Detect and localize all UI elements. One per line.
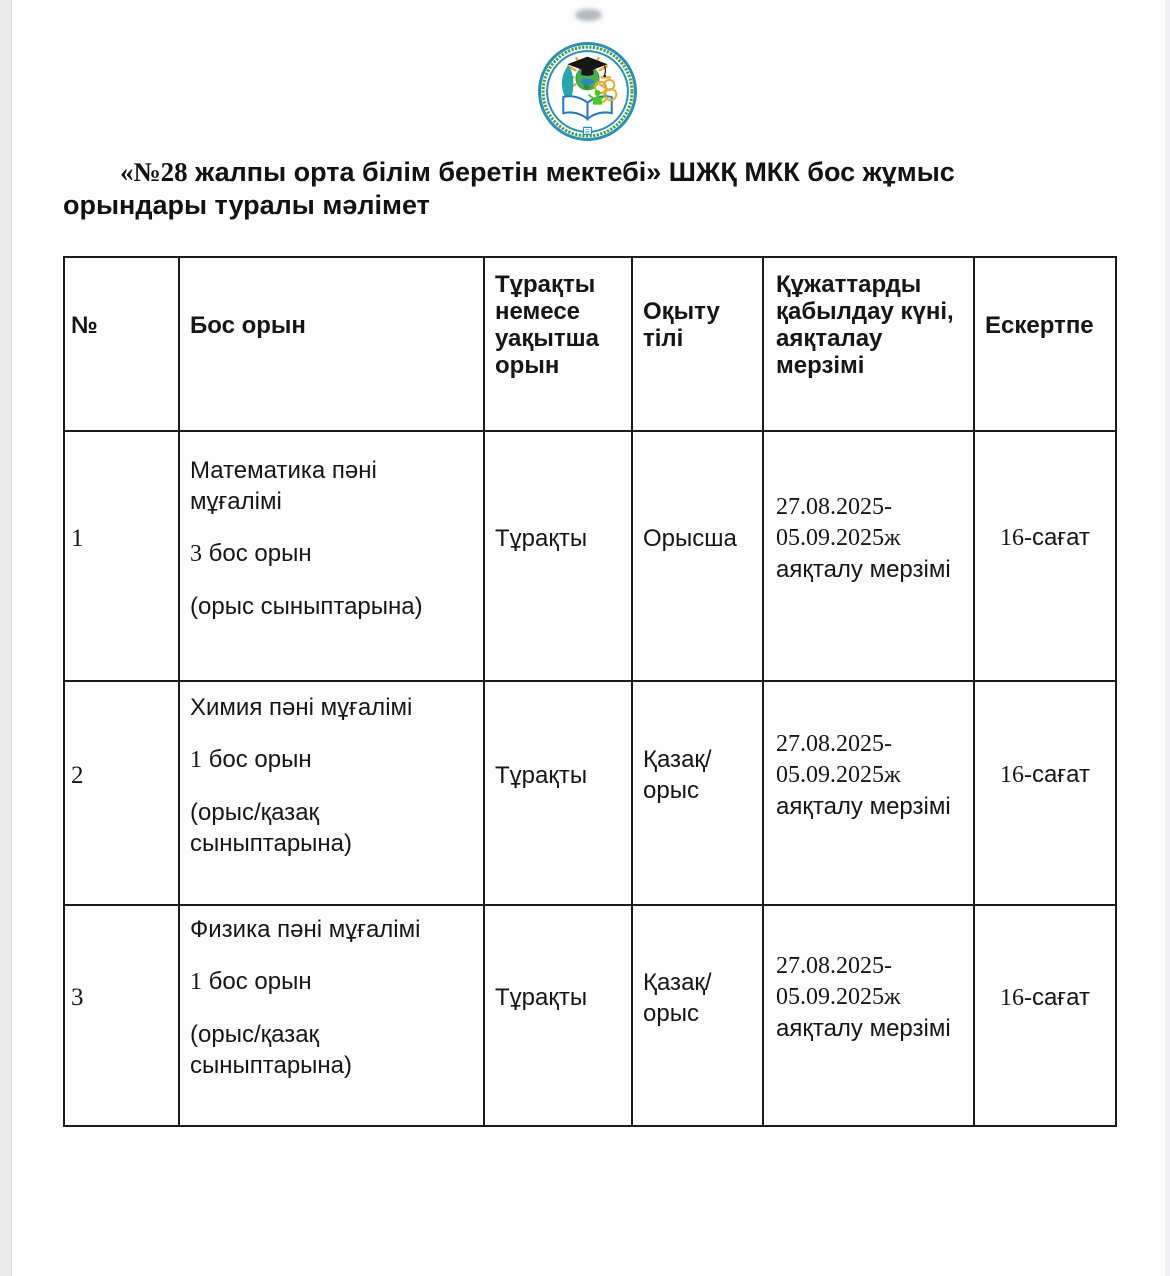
dates-note: аяқталу мерзімі — [776, 555, 951, 583]
vacancy-count-label: бос орын — [208, 745, 312, 773]
page-right-edge — [1165, 0, 1170, 1276]
page-title-line2: орындары туралы мәлімет — [63, 190, 430, 220]
table-row — [64, 681, 1116, 905]
vacancy-classes: (орыс сыныптарына) — [190, 592, 423, 620]
vacancy-count — [190, 744, 473, 776]
column-header-note: Ескертпе — [974, 257, 1116, 431]
cell-vacancy — [179, 905, 484, 1126]
column-header-vacancy: Бос орын — [179, 257, 484, 431]
cell-row-number: 2 — [64, 681, 179, 905]
page-title-line1 — [63, 156, 1043, 189]
vacancy-title: Химия пәні мұғалімі — [190, 693, 413, 721]
dates-value: 27.08.2025-05.09.2025ж — [776, 730, 901, 788]
vacancy-count-number: 3 — [190, 540, 202, 567]
note-number: 16- — [1000, 525, 1033, 551]
vacancy-count — [190, 966, 473, 998]
note-number: 16- — [1000, 984, 1033, 1011]
cell-employment-type: Тұрақты — [484, 431, 632, 681]
cell-dates — [763, 681, 974, 905]
cell-employment-type: Тұрақты — [484, 681, 632, 905]
note-number: 16- — [1000, 762, 1033, 788]
vacancy-count-number: 1 — [190, 969, 202, 995]
vacancy-count — [190, 538, 473, 570]
vacancy-count-label: бос орын — [208, 968, 312, 995]
cell-vacancy — [179, 681, 484, 905]
cell-language: Қазақ/ орыс — [632, 905, 763, 1126]
dates-note: аяқталу мерзімі — [776, 792, 951, 820]
scan-artifact — [575, 9, 602, 21]
cell-row-number: 1 — [64, 431, 179, 681]
column-header-employment-type: Тұрақты немесе уақытша орын — [484, 257, 632, 431]
vacancies-table — [63, 256, 1117, 1127]
dates-note: аяқталу мерзімі — [776, 1015, 951, 1042]
note-label: сағат — [1032, 983, 1090, 1011]
cell-vacancy — [179, 431, 484, 681]
title-line1-text: жалпы орта білім беретін мектебі» ШЖҚ МКК бос жұмыс — [195, 157, 955, 187]
cell-dates — [763, 431, 974, 681]
vacancy-classes: (орыс/қазақ сыныптарына) — [190, 1021, 353, 1079]
cell-note — [974, 431, 1116, 681]
cell-language: Орысша — [632, 431, 763, 681]
cell-note — [974, 905, 1116, 1126]
page-title — [63, 156, 1043, 222]
dates-value: 27.08.2025-05.09.2025ж — [776, 953, 901, 1010]
page-left-edge — [0, 0, 12, 1276]
school-logo-icon — [537, 41, 638, 142]
vacancy-classes: (орыс/қазақ сыныптарына) — [190, 798, 353, 857]
cell-language: Қазақ/ орыс — [632, 681, 763, 905]
vacancy-count-number: 1 — [190, 746, 202, 773]
vacancy-title: Математика пәні мұғалімі — [190, 456, 377, 515]
title-number-prefix: «№28 — [120, 157, 188, 187]
cell-employment-type: Тұрақты — [484, 905, 632, 1126]
column-header-dates: Құжаттарды қабылдау күні, аяқталау мерзімі — [763, 257, 974, 431]
cell-note — [974, 681, 1116, 905]
column-header-number: № — [64, 257, 179, 431]
cell-dates — [763, 905, 974, 1126]
column-header-language: Оқыту тілі — [632, 257, 763, 431]
note-label: сағат — [1032, 761, 1090, 788]
cell-row-number: 3 — [64, 905, 179, 1126]
dates-value: 27.08.2025-05.09.2025ж — [776, 493, 901, 551]
table-row — [64, 431, 1116, 681]
note-label: сағат — [1032, 524, 1090, 551]
emblem-bottom-badge — [583, 127, 591, 134]
table-header-row — [64, 257, 1116, 431]
vacancy-count-label: бос орын — [208, 539, 312, 567]
table-row — [64, 905, 1116, 1126]
vacancy-title: Физика пәні мұғалімі — [190, 916, 421, 943]
